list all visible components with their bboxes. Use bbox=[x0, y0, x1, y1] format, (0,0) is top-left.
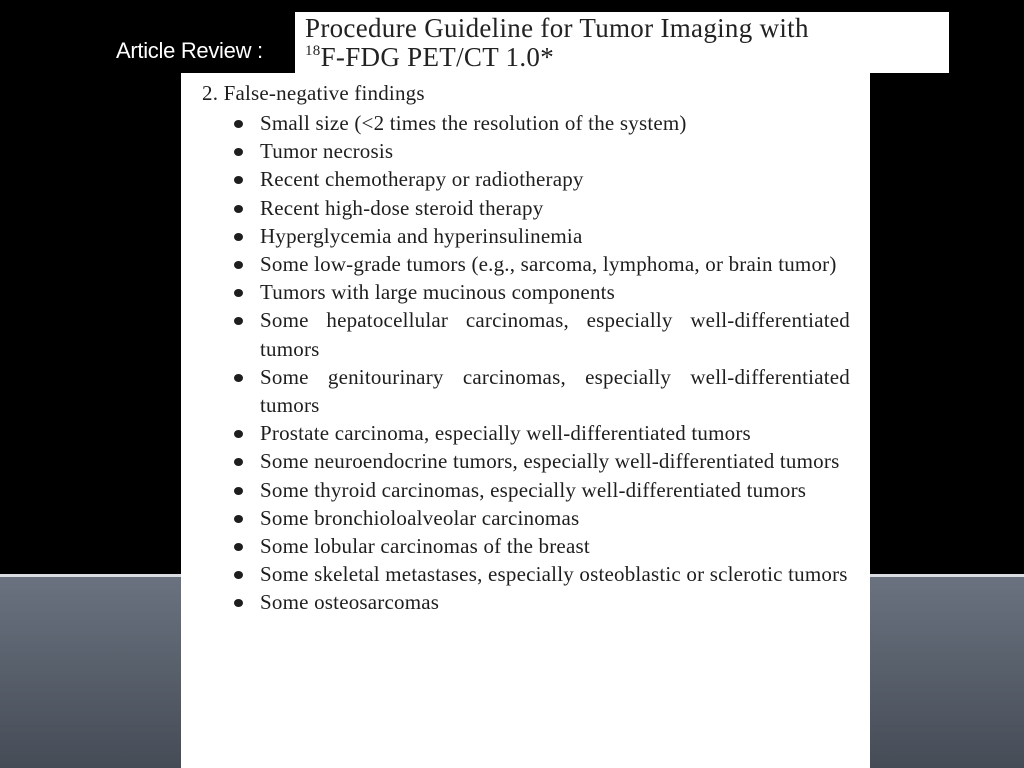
bullet-icon bbox=[234, 289, 243, 297]
list-item-text: Some thyroid carcinomas, especially well-differentiated tumors bbox=[260, 477, 807, 502]
list-item bbox=[181, 165, 870, 193]
list-item bbox=[181, 306, 870, 362]
list-item-text: Some low-grade tumors (e.g., sarcoma, lymphoma, or brain tumor) bbox=[260, 252, 837, 277]
list-item bbox=[181, 476, 870, 504]
bullet-icon bbox=[234, 543, 243, 551]
bullet-icon bbox=[234, 148, 243, 156]
list-item bbox=[181, 504, 870, 532]
list-item-text: Tumor necrosis bbox=[260, 139, 394, 164]
bullet-icon bbox=[234, 599, 243, 607]
bullet-icon bbox=[234, 205, 243, 213]
list-item bbox=[181, 588, 870, 616]
list-item-text: Some osteosarcomas bbox=[260, 590, 440, 615]
article-excerpt bbox=[181, 73, 870, 768]
bullet-icon bbox=[234, 487, 243, 495]
article-title-line-2 bbox=[305, 43, 949, 72]
list-item bbox=[181, 250, 870, 278]
list-item bbox=[181, 194, 870, 222]
list-item bbox=[181, 419, 870, 447]
bullet-icon bbox=[234, 458, 243, 466]
list-item-text: Some bronchioloalveolar carcinomas bbox=[260, 505, 580, 530]
article-title-line-1: Procedure Guideline for Tumor Imaging with bbox=[305, 13, 809, 43]
list-item-text: Some genitourinary carcinomas, especially well-differentiated tumors bbox=[260, 364, 850, 418]
bullet-icon bbox=[234, 515, 243, 523]
list-item-text: Recent high-dose steroid therapy bbox=[260, 195, 544, 220]
list-item-text: Some hepatocellular carcinomas, especially well-differentiated tumors bbox=[260, 308, 850, 361]
list-item bbox=[181, 137, 870, 165]
list-item-text: Some skeletal metastases, especially osteoblastic or sclerotic tumors bbox=[260, 562, 848, 587]
list-item bbox=[181, 222, 870, 250]
bullet-icon bbox=[234, 233, 243, 241]
bullet-icon bbox=[234, 571, 243, 579]
list-item-text: Some lobular carcinomas of the breast bbox=[260, 534, 590, 559]
bullet-icon bbox=[234, 120, 243, 128]
false-negative-findings-list bbox=[181, 109, 870, 617]
list-item-text: Tumors with large mucinous components bbox=[260, 280, 616, 305]
article-title-clip bbox=[295, 12, 949, 73]
section-heading: 2. False-negative findings bbox=[202, 81, 425, 105]
article-title-line-2-text: F-FDG PET/CT 1.0* bbox=[320, 42, 554, 72]
bullet-icon bbox=[234, 261, 243, 269]
bullet-icon bbox=[234, 430, 243, 438]
list-item bbox=[181, 447, 870, 475]
list-item bbox=[181, 363, 870, 419]
bullet-icon bbox=[234, 317, 243, 325]
bullet-icon bbox=[234, 374, 243, 382]
list-item-text: Some neuroendocrine tumors, especially well-differentiated tumors bbox=[260, 449, 840, 474]
list-item-text: Prostate carcinoma, especially well-differentiated tumors bbox=[260, 421, 751, 446]
bullet-icon bbox=[234, 176, 243, 184]
list-item bbox=[181, 278, 870, 306]
list-item bbox=[181, 532, 870, 560]
list-item-text: Small size (<2 times the resolution of the system) bbox=[260, 111, 687, 135]
list-item-text: Hyperglycemia and hyperinsulinemia bbox=[260, 223, 583, 248]
slide-title: Article Review : bbox=[116, 38, 263, 63]
list-item bbox=[181, 560, 870, 588]
list-item bbox=[181, 109, 870, 137]
list-item-text: Recent chemotherapy or radiotherapy bbox=[260, 167, 584, 192]
isotope-superscript: 18 bbox=[305, 43, 321, 59]
